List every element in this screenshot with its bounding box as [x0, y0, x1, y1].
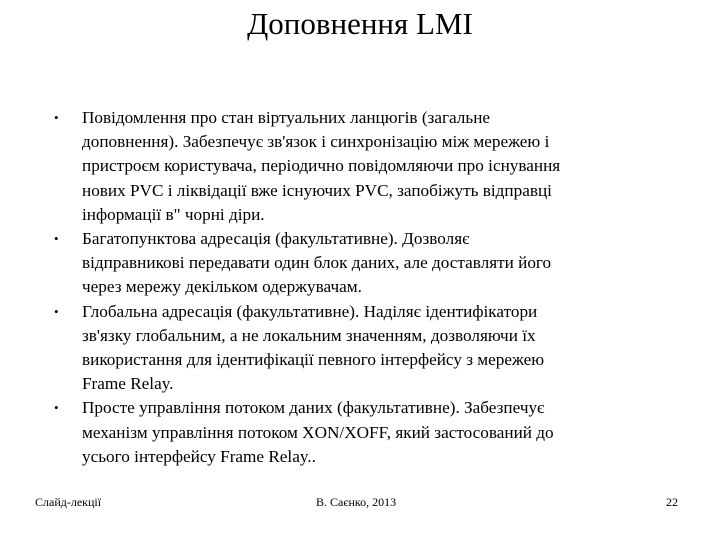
- bullet-text: Глобальна адресація (факультативне). Наділяє ідентифікатори зв'язку глобальним, а не локальним значенням, дозволяючи їх використання для ідентифікації певного інтерфейсу з мережею Frame Relay.: [82, 301, 545, 394]
- bullet-icon: •: [54, 400, 59, 416]
- bullet-list: [54, 106, 664, 469]
- bullet-item: [54, 396, 664, 469]
- bullet-item: [54, 300, 664, 397]
- page-number: 22: [666, 495, 678, 509]
- bullet-text: Повідомлення про стан віртуальних ланцюгів (загальне доповнення). Забезпечує зв'язок і синхронізацію між мережею і пристроєм користувача, періодично повідомляючи про існування нових PVC і ліквідації вже існуючих PVC, запобіжуть відправці інформації в" чорні діри.: [82, 108, 561, 224]
- bullet-icon: •: [54, 303, 59, 319]
- bullet-icon: •: [54, 231, 59, 247]
- bullet-item: [54, 106, 664, 227]
- slide-title: Доповнення LMI: [247, 6, 473, 41]
- footer-author: В. Саєнко, 2013: [316, 495, 397, 509]
- bullet-text: Просте управління потоком даних (факультативне). Забезпечує механізм управління потоком XON/XOFF, який застосований до усього інтерфейсу Frame Relay..: [82, 398, 554, 466]
- bullet-item: [54, 227, 664, 300]
- bullet-icon: •: [54, 110, 59, 125]
- footer-left-label: Слайд-лекції: [35, 495, 102, 509]
- bullet-text: Багатопунктова адресація (факультативне). Дозволяє відправникові передавати один блок даних, але доставляти його через мережу декільком одержувачам.: [82, 229, 552, 297]
